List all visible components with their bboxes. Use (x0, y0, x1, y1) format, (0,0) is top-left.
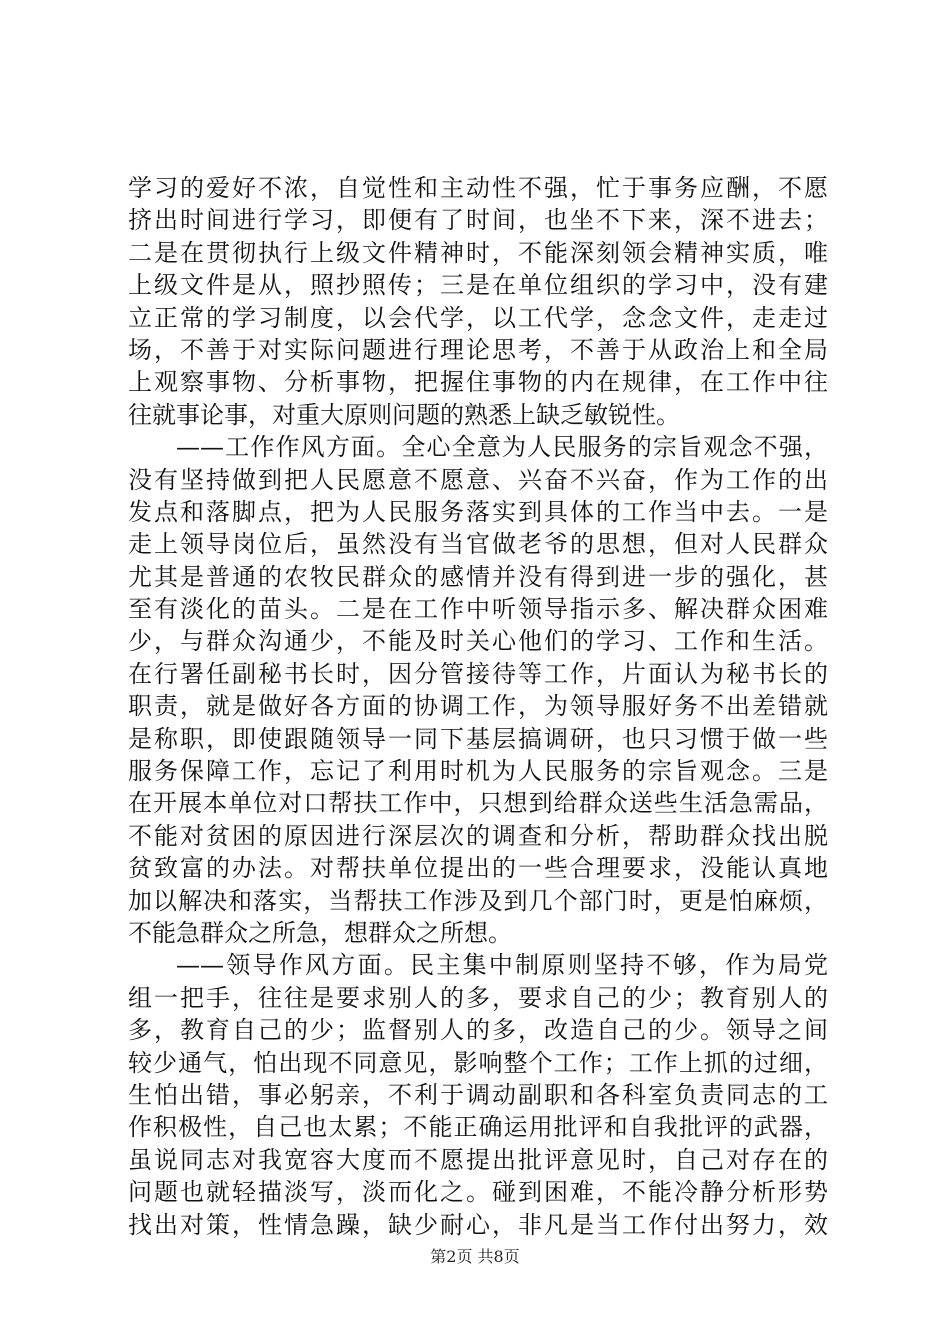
text-line: 上级文件是从，照抄照传；三是在单位组织的学习中，没有建 (128, 271, 828, 300)
paragraph-start-line: ——领导作风方面。民主集中制原则坚持不够，作为局党 (176, 951, 828, 980)
text-line: 虽说同志对我宽容大度而不愿提出批评意见时，自己对存在的 (128, 1145, 828, 1174)
text-line: 在行署任副秘书长时，因分管接待等工作，片面认为秘书长的 (128, 659, 828, 688)
text-line: 生怕出错，事必躬亲，不利于调动副职和各科室负责同志的工 (128, 1080, 828, 1109)
text-line: 场，不善于对实际问题进行理论思考，不善于从政治上和全局 (128, 335, 828, 364)
text-line: 职责，就是做好各方面的协调工作，为领导服好务不出差错就 (128, 692, 828, 721)
paragraph-start-line: ——工作作风方面。全心全意为人民服务的宗旨观念不强， (176, 433, 828, 462)
text-line: 问题也就轻描淡写，淡而化之。碰到困难，不能冷静分析形势 (128, 1178, 828, 1207)
text-line: 在开展本单位对口帮扶工作中，只想到给群众送些生活急需品， (128, 789, 828, 818)
text-line: 组一把手，往往是要求别人的多，要求自己的少；教育别人的 (128, 983, 828, 1012)
text-line: 学习的爱好不浓，自觉性和主动性不强，忙于事务应酬，不愿 (128, 174, 828, 202)
text-line: 至有淡化的苗头。二是在工作中听领导指示多、解决群众困难 (128, 595, 828, 624)
page-number-label: 第2页 共8页 (430, 1247, 520, 1266)
text-line: 往就事论事，对重大原则问题的熟悉上缺乏敏锐性。 (128, 400, 680, 429)
text-line: 服务保障工作，忘记了利用时机为人民服务的宗旨观念。三是 (128, 757, 828, 786)
text-line: 走上领导岗位后，虽然没有当官做老爷的思想，但对人民群众 (128, 530, 828, 559)
text-line: 贫致富的办法。对帮扶单位提出的一些合理要求，没能认真地 (128, 854, 828, 883)
text-line: 找出对策，性情急躁，缺少耐心，非凡是当工作付出努力，效 (128, 1210, 828, 1239)
text-line: 没有坚持做到把人民愿意不愿意、兴奋不兴奋，作为工作的出 (128, 465, 828, 494)
text-line: 上观察事物、分析事物，把握住事物的内在规律，在工作中往 (128, 368, 828, 397)
text-line: 少，与群众沟通少，不能及时关心他们的学习、工作和生活。 (128, 627, 828, 656)
text-line: 较少通气，怕出现不同意见，影响整个工作；工作上抓的过细， (128, 1048, 828, 1077)
text-line: 二是在贯彻执行上级文件精神时，不能深刻领会精神实质，唯 (128, 238, 828, 267)
text-line: 尤其是普通的农牧民群众的感情并没有得到进一步的强化，甚 (128, 562, 828, 591)
text-line: 不能对贫困的原因进行深层次的调查和分析，帮助群众找出脱 (128, 821, 828, 850)
text-line: 发点和落脚点，把为人民服务落实到具体的工作当中去。一是 (128, 497, 828, 526)
page-footer (0, 1246, 950, 1268)
text-line: 作积极性，自己也太累；不能正确运用批评和自我批评的武器， (128, 1113, 828, 1142)
text-line: 立正常的学习制度，以会代学，以工代学，念念文件，走走过 (128, 303, 828, 332)
text-line: 是称职，即使跟随领导一同下基层搞调研，也只习惯于做一些 (128, 724, 828, 753)
text-line: 多，教育自己的少；监督别人的多，改造自己的少。领导之间 (128, 1016, 828, 1045)
text-line: 加以解决和落实，当帮扶工作涉及到几个部门时，更是怕麻烦， (128, 886, 828, 915)
document-body (128, 172, 828, 1241)
text-line: 挤出时间进行学习，即便有了时间，也坐不下来，深不进去； (128, 206, 828, 235)
text-line: 不能急群众之所急，想群众之所想。 (128, 918, 512, 947)
